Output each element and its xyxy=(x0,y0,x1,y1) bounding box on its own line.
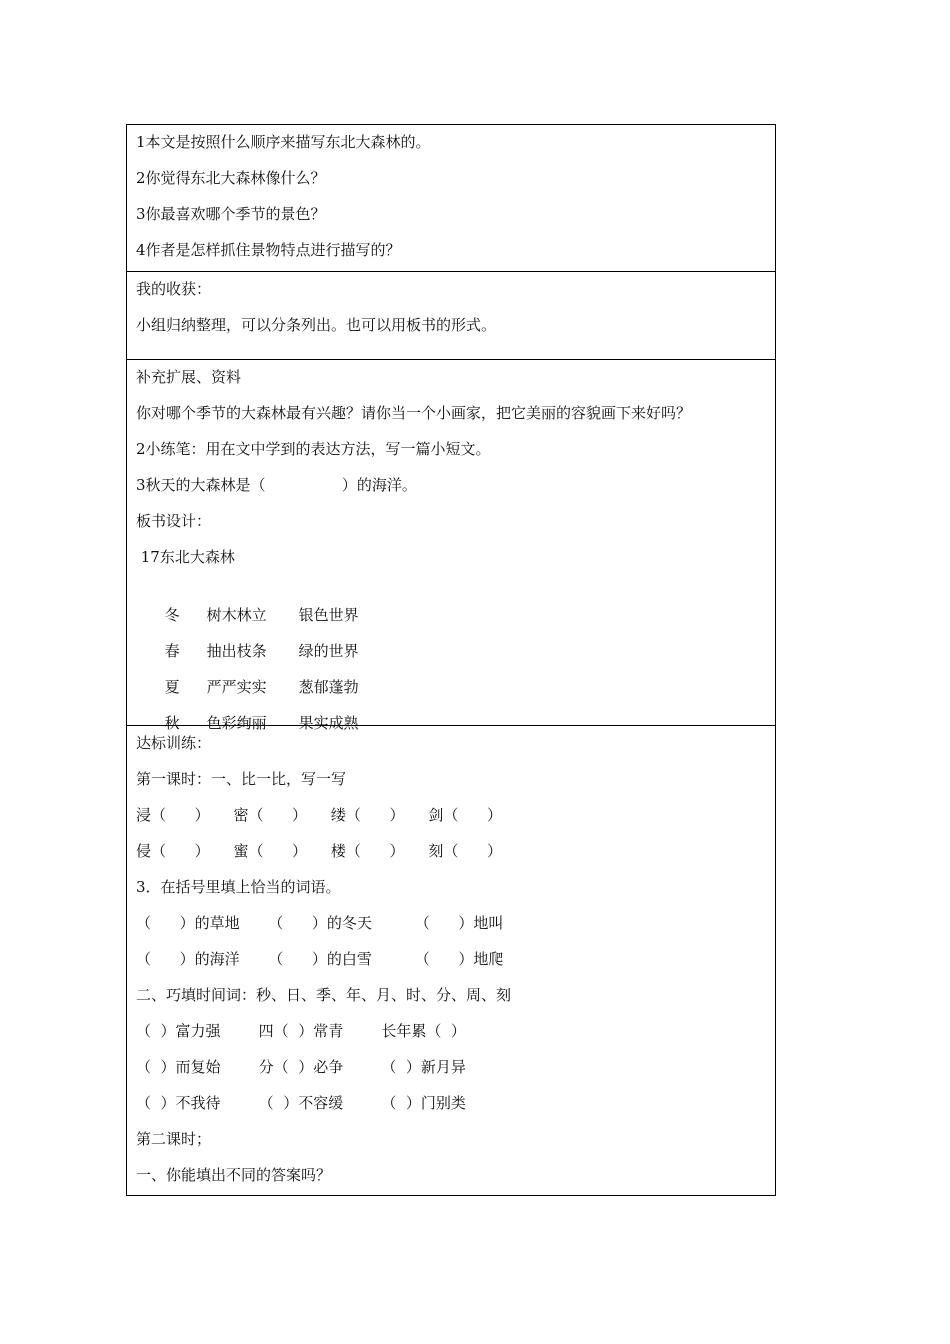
harvest-text: 小组归纳整理，可以分条列出。也可以用板书的形式。 xyxy=(136,316,497,334)
board-phrase-a: 严严实实 xyxy=(206,678,267,696)
harvest-title: 我的收获： xyxy=(136,280,212,298)
board-phrase-a: 色彩绚丽 xyxy=(206,714,267,732)
board-phrase-b: 葱郁蓬勃 xyxy=(298,678,359,696)
board-phrase-b: 绿的世界 xyxy=(298,642,359,660)
board-season: 秋 xyxy=(164,714,180,732)
training-line: （ ）富力强 四（ ）常青 长年累（ ） xyxy=(136,1022,466,1040)
board-phrase-b: 银色世界 xyxy=(298,606,359,624)
board-phrase-a: 树木林立 xyxy=(206,606,267,624)
training-title: 达标训练： xyxy=(136,734,212,752)
worksheet-table xyxy=(126,124,776,1196)
training-line: 第一课时：一、比一比，写一写 xyxy=(136,770,347,788)
training-line: 一、你能填出不同的答案吗？ xyxy=(136,1166,332,1184)
training-line: （ ）的草地 （ ）的冬天 （ ）地叫 xyxy=(136,914,504,932)
questions-cell xyxy=(127,125,775,271)
board-heading: 17东北大森林 xyxy=(136,548,235,566)
supplement-cell xyxy=(127,359,775,732)
training-line: （ ）而复始 分（ ）必争 （ ）新月异 xyxy=(136,1058,466,1076)
question-line: 1本文是按照什么顺序来描写东北大森林的。 xyxy=(136,133,431,151)
board-phrase-a: 抽出枝条 xyxy=(206,642,267,660)
training-line: 侵（ ） 蜜（ ） 楼（ ） 刻（ ） xyxy=(136,842,502,860)
training-line: （ ）不我待 （ ）不容缓 （ ）门别类 xyxy=(136,1094,466,1112)
training-line: 二、巧填时间词：秒、日、季、年、月、时、分、周、刻 xyxy=(136,986,512,1004)
question-line: 4作者是怎样抓住景物特点进行描写的？ xyxy=(136,241,401,259)
supplement-line: 你对哪个季节的大森林最有兴趣？请你当一个小画家，把它美丽的容貌画下来好吗？ xyxy=(136,404,692,422)
supplement-title: 补充扩展、资料 xyxy=(136,368,242,386)
question-line: 3你最喜欢哪个季节的景色？ xyxy=(136,205,326,223)
board-title: 板书设计： xyxy=(136,512,212,530)
training-line: 第二课时； xyxy=(136,1130,212,1148)
training-cell xyxy=(127,725,775,1195)
harvest-cell xyxy=(127,271,775,359)
board-row xyxy=(136,582,775,624)
supplement-line: 2小练笔：用在文中学到的表达方法，写一篇小短文。 xyxy=(136,440,491,458)
question-line: 2你觉得东北大森林像什么？ xyxy=(136,169,326,187)
training-line: 浸（ ） 密（ ） 缕（ ） 剑（ ） xyxy=(136,806,502,824)
board-phrase-b: 果实成熟 xyxy=(298,714,359,732)
board-season: 春 xyxy=(164,642,180,660)
training-line: 3．在括号里填上恰当的词语。 xyxy=(136,878,341,896)
board-season: 夏 xyxy=(164,678,180,696)
training-line: （ ）的海洋 （ ）的白雪 （ ）地爬 xyxy=(136,950,504,968)
board-season: 冬 xyxy=(164,606,180,624)
supplement-line: 3秋天的大森林是（ ）的海洋。 xyxy=(136,476,417,494)
